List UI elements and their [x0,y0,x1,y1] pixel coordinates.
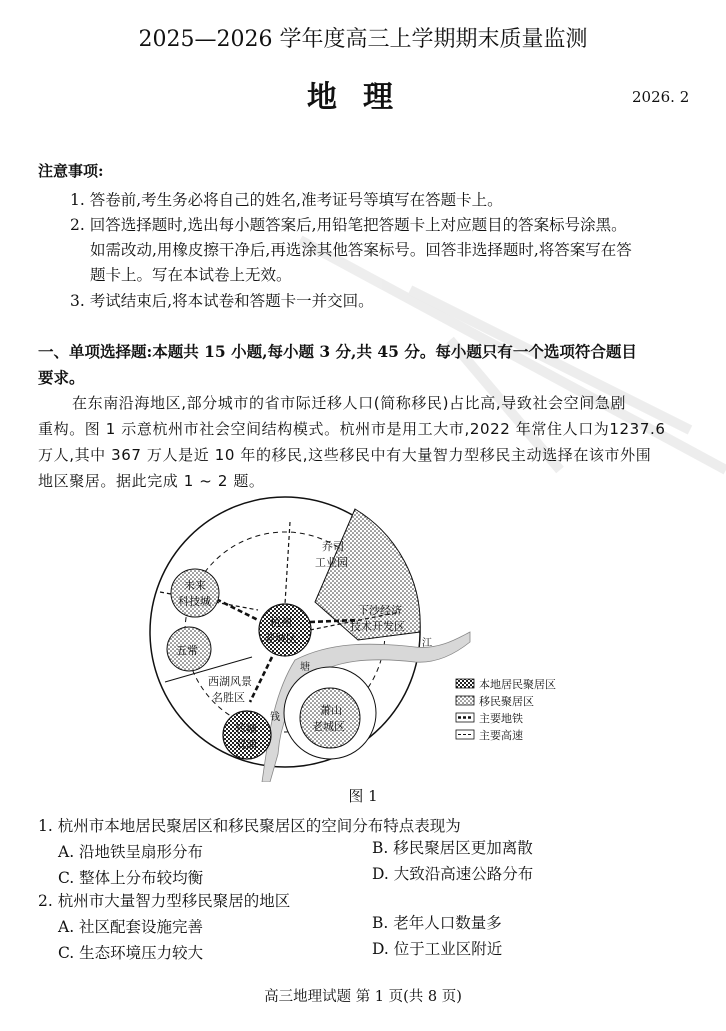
notice-item-2-cont2: 题卡上。写在本试卷上无效。 [90,266,292,284]
label-zhuantang: 转塘 [235,722,257,735]
weilai-kejicheng [171,569,219,617]
figure-legend [456,677,556,742]
passage-line-2: 重构。图 1 示意杭州市社会空间结构模式。杭州市是用工大市,2022 年常住人口为1237.6 [38,420,666,438]
legend-highway: 主要高速 [479,729,523,742]
xiaoshan-old-city [300,688,360,748]
label-hangzhou: 杭州 [270,616,292,629]
zhuantang-shuangpu [223,711,271,759]
label-xihu-2: 名胜区 [212,691,245,704]
legend-migrant: 移民聚居区 [479,695,534,708]
section-heading: 一、单项选择题:本题共 15 小题,每小题 3 分,共 45 分。每小题只有一个选项符合题目 [38,342,637,361]
notice-item-1: 1. 答卷前,考生务必将自己的姓名,准考证号等填写在答题卡上。 [70,191,503,209]
section-heading-cont: 要求。 [38,368,85,387]
label-xiaoshan: 萧山 [320,704,342,717]
label-xiasha-2: 技术开发区 [350,620,405,633]
legend-local: 本地居民聚居区 [479,678,556,691]
question-2-stem: 2. 杭州市大量智力型移民聚居的地区 [38,892,291,910]
label-kejicheng: 科技城 [178,595,211,608]
figure-1-map [140,492,590,782]
label-tang: 塘 [300,662,310,673]
passage-line-4: 地区聚居。据此完成 1 ~ 2 题。 [38,472,265,490]
label-laochengqu: 老城区 [264,632,297,645]
label-qiaosi: 乔司 [322,540,344,553]
question-2-option-c: C. 生态环境压力较大 [58,944,204,962]
notice-item-2-cont: 如需改动,用橡皮擦干净后,再选涂其他答案标号。回答非选择题时,将答案写在答 [90,241,632,259]
passage-line-1: 在东南沿海地区,部分城市的省市际迁移人口(简称移民)占比高,导致社会空间急剧 [72,394,627,412]
label-xihu-1: 西湖风景 [208,675,252,688]
label-qian: 钱 [270,712,280,723]
hangzhou-old-city [259,604,311,656]
legend-swatch-local [456,679,474,688]
legend-metro: 主要地铁 [479,712,523,725]
question-1-option-a: A. 沿地铁呈扇形分布 [58,843,204,861]
label-gongyeyuan: 工业园 [315,556,348,569]
label-xiaoshan-old: 老城区 [312,720,345,733]
question-2-option-a: A. 社区配套设施完善 [58,918,204,936]
question-1-option-c: C. 整体上分布较均衡 [58,869,204,887]
passage-line-3: 万人,其中 367 万人是近 10 年的移民,这些移民中有大量智力型移民主动选择在该市外围 [38,446,652,464]
question-2-option-b: B. 老年人口数量多 [372,914,502,932]
question-1-stem: 1. 杭州市本地居民聚居区和移民聚居区的空间分布特点表现为 [38,817,461,835]
label-jiang: 江 [422,638,432,649]
notice-item-3: 3. 考试结束后,将本试卷和答题卡一并交回。 [70,292,374,310]
legend-swatch-migrant [456,696,474,705]
label-wuchang: 五常 [176,644,198,657]
exam-date: 2026. 2 [632,88,690,106]
page-footer: 高三地理试题 第 1 页(共 8 页) [264,989,462,1005]
question-1-option-d: D. 大致沿高速公路分布 [372,865,534,883]
subject-title: 地理 [307,80,419,115]
label-weilai: 未来 [184,579,206,592]
label-xiasha-1: 下沙经济 [358,604,402,617]
exam-title: 2025—2026 学年度高三上学期期末质量监测 [138,27,588,52]
question-2-option-d: D. 位于工业区附近 [372,940,503,958]
label-shuangpu: 双浦 [235,738,257,751]
notice-title: 注意事项: [38,162,104,180]
notice-item-2: 2. 回答选择题时,选出每小题答案后,用铅笔把答题卡上对应题目的答案标号涂黑。 [70,216,627,234]
question-1-option-b: B. 移民聚居区更加离散 [372,839,533,857]
figure-caption: 图 1 [348,787,378,805]
